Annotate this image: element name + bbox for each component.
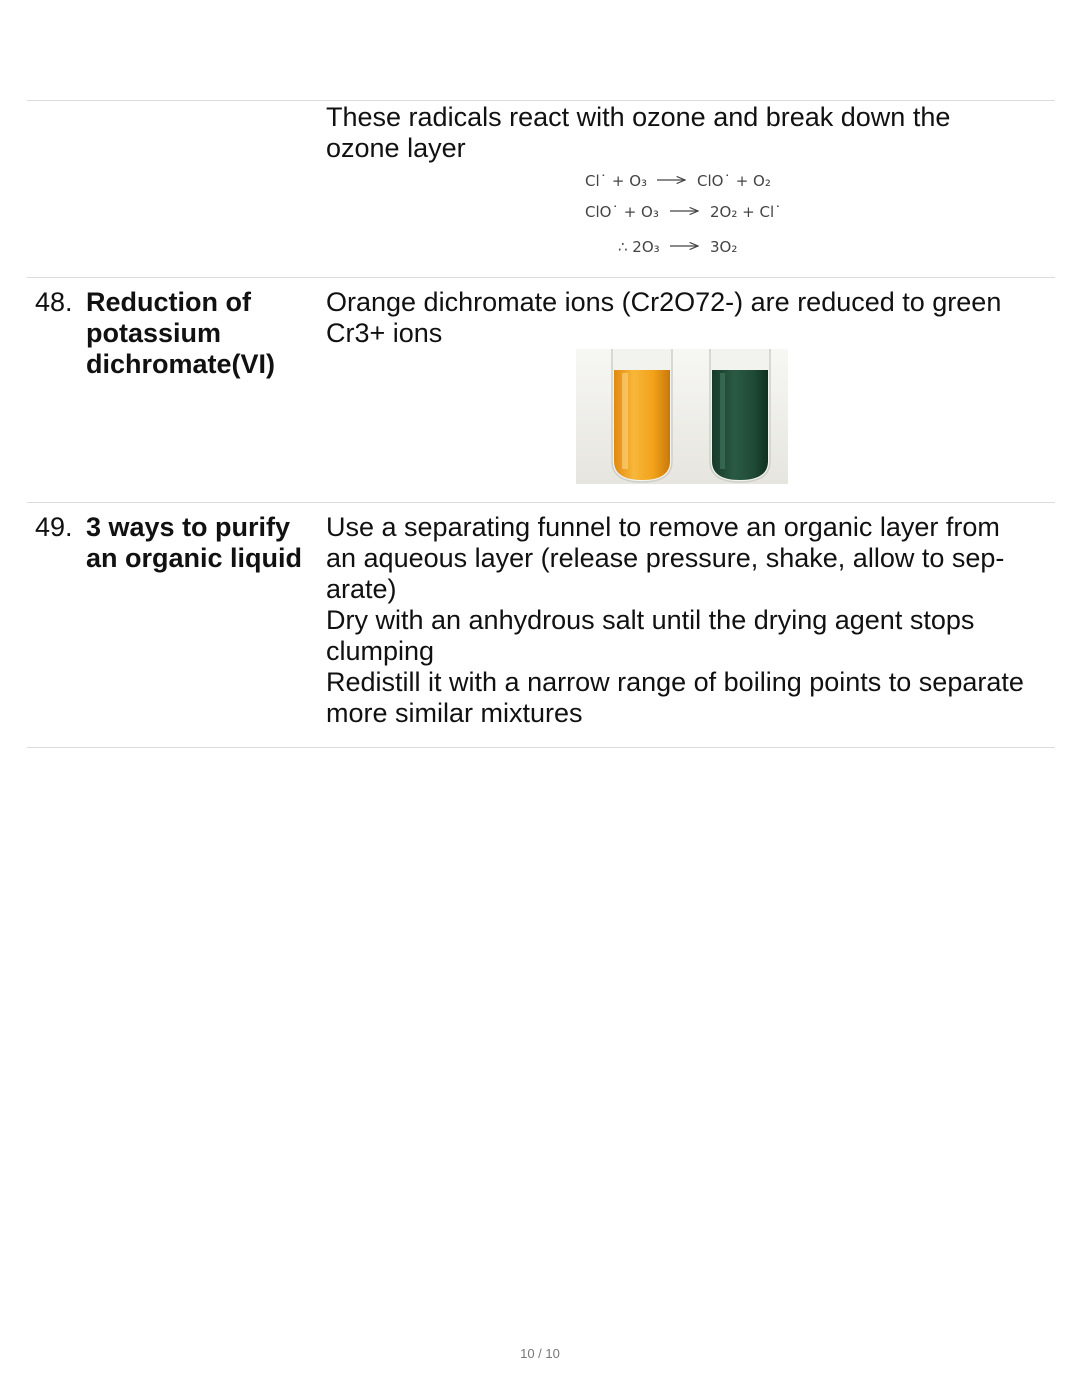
table-rule xyxy=(27,502,1055,503)
equation-3 xyxy=(618,238,737,256)
equation-3-lhs: ∴ 2O₃ xyxy=(618,238,660,256)
item-number-48: 48. xyxy=(35,287,73,317)
term-reduction-of-dichromate: Reduction of potassium dichromate(VI) xyxy=(86,287,276,379)
definition-reduction-of-dichromate: Orange dichromate ions (Cr2O72-) are reduced to green Cr3+ ions xyxy=(326,287,1002,348)
orange-test-tube xyxy=(612,349,672,482)
definition-purify-organic-liquid: Use a separating funnel to remove an organic layer from an aqueous layer (release pressure, shake, allow to sep- arate) Dry with an anhydrous salt until the drying agent stops clumping Redistill it with a narrow range of boiling points to separate more similar mixtures xyxy=(326,512,1024,728)
definition-ozone-radicals: These radicals react with ozone and break down the ozone layer xyxy=(326,102,951,163)
equation-2-lhs: ClO˙ + O₃ xyxy=(585,203,659,221)
equation-1-lhs: Cl˙ + O₃ xyxy=(585,172,648,190)
term-purify-organic-liquid: 3 ways to purify an organic liquid xyxy=(86,512,303,573)
ozone-reaction-equations xyxy=(560,167,800,262)
equation-2 xyxy=(585,203,782,221)
equation-3-rhs: 3O₂ xyxy=(710,238,738,256)
equation-1-rhs: ClO˙ + O₂ xyxy=(697,172,771,190)
equation-2-rhs: 2O₂ + Cl˙ xyxy=(710,203,782,221)
page-number: 10 / 10 xyxy=(520,1346,560,1361)
equation-1 xyxy=(585,172,771,190)
table-rule xyxy=(27,747,1055,748)
green-test-tube xyxy=(710,349,770,482)
item-number-49: 49. xyxy=(35,512,73,542)
test-tubes-photo xyxy=(576,349,788,484)
table-rule xyxy=(27,277,1055,278)
table-rule xyxy=(27,100,1055,101)
